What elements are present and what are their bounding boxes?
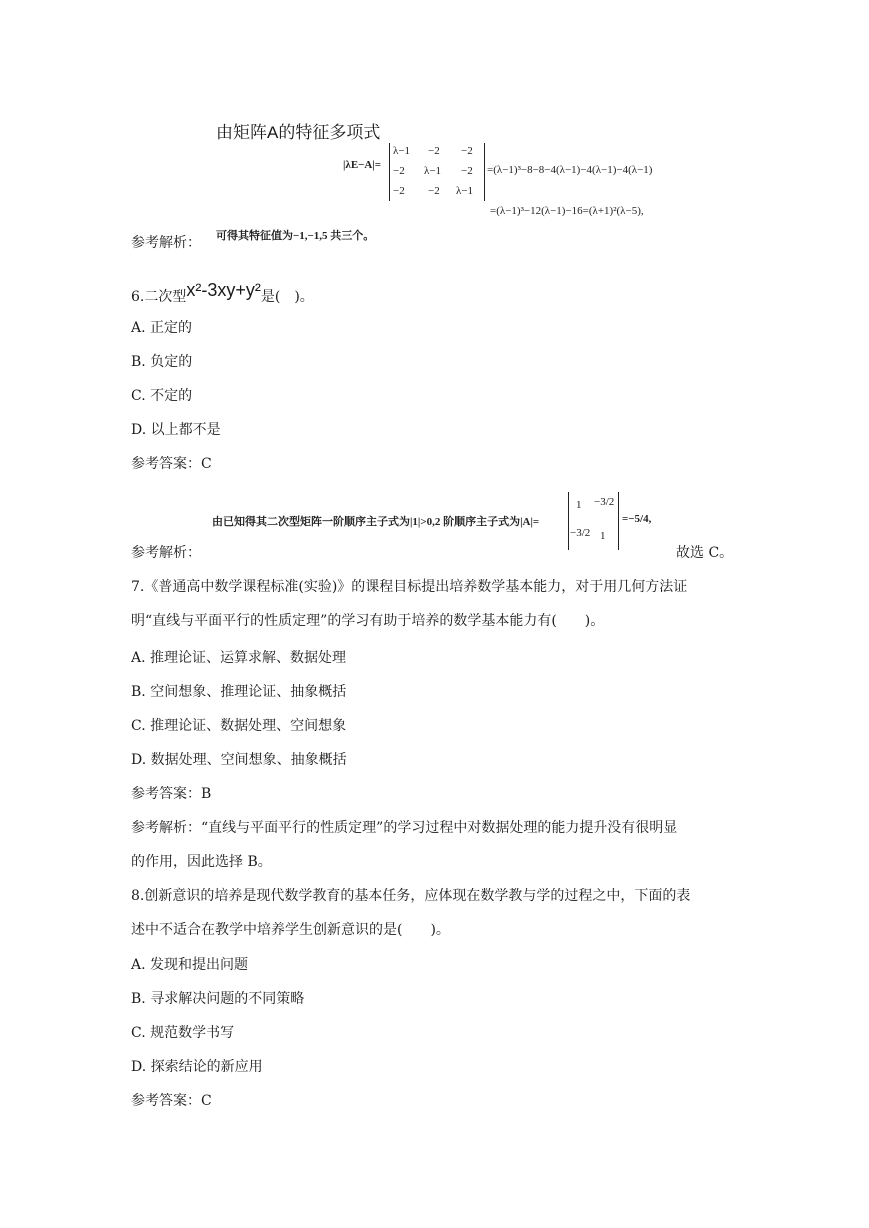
q8-option-d: D. 探索结论的新应用 — [131, 1059, 263, 1075]
solution-caption: 由矩阵A的特征多项式 — [216, 123, 381, 142]
q7-option-a: A. 推理论证、运算求解、数据处理 — [131, 650, 347, 666]
matrix-cell: λ−1 — [393, 145, 411, 157]
q6-formula: x²-3xy+y² — [186, 280, 261, 300]
q6-option-b: B. 负定的 — [131, 354, 193, 370]
det-bar-right — [484, 143, 485, 201]
q6-stem-suffix: 是( )。 — [260, 289, 314, 305]
q6-matrix-bar-right — [618, 492, 619, 550]
q7-option-d: D. 数据处理、空间想象、抽象概括 — [131, 752, 347, 768]
expansion-line-2: =(λ−1)³−12(λ−1)−16=(λ+1)²(λ−5), — [490, 205, 644, 217]
q7-option-c: C. 推理论证、数据处理、空间想象 — [131, 718, 347, 734]
q6-matrix-cell: −3/2 — [570, 527, 591, 539]
matrix-cell: −2 — [428, 145, 440, 157]
q7-stem-line-2: 明“直线与平面平行的性质定理”的学习有助于培养的数学基本能力有( )。 — [131, 613, 605, 629]
q6-option-c: C. 不定的 — [131, 388, 193, 404]
q6-stem — [131, 280, 314, 307]
q7-option-b: B. 空间想象、推理论证、抽象概括 — [131, 684, 347, 700]
q6-option-d: D. 以上都不是 — [131, 422, 221, 438]
q6-matrix-cell: −3/2 — [594, 496, 615, 508]
q8-option-a: A. 发现和提出问题 — [131, 957, 249, 973]
matrix-cell: −2 — [428, 185, 440, 197]
q6-stem-prefix: 6.二次型 — [131, 289, 187, 305]
matrix-cell: −2 — [393, 165, 405, 177]
matrix-cell: λ−1 — [456, 185, 474, 197]
matrix-cell: −2 — [393, 185, 405, 197]
q6-matrix-bar-left — [568, 492, 569, 550]
q8-option-b: B. 寻求解决问题的不同策略 — [131, 991, 305, 1007]
matrix-cell: −2 — [461, 165, 473, 177]
det-label: |λE−A|= — [343, 159, 382, 171]
q6-analysis-text: 由已知得其二次型矩阵一阶顺序主子式为|1|>0,2 阶顺序主子式为|A|= — [212, 516, 540, 528]
matrix-cell: λ−1 — [424, 165, 442, 177]
q6-analysis-tail: 故选 C。 — [676, 545, 734, 561]
q7-analysis-line-1: 参考解析：“直线与平面平行的性质定理”的学习过程中对数据处理的能力提升没有很明显 — [131, 820, 678, 836]
q5-analysis-label: 参考解析： — [131, 235, 201, 251]
q6-matrix-cell: 1 — [600, 530, 606, 542]
q8-stem-line-1: 8.创新意识的培养是现代数学教育的基本任务，应体现在数学教与学的过程之中，下面的表 — [131, 888, 691, 904]
q6-analysis-label: 参考解析： — [131, 545, 201, 561]
matrix-cell: −2 — [461, 145, 473, 157]
det-bar-left — [389, 143, 390, 201]
q8-option-c: C. 规范数学书写 — [131, 1025, 235, 1041]
q6-matrix-cell: 1 — [576, 499, 582, 511]
q8-stem-line-2: 述中不适合在教学中培养学生创新意识的是( )。 — [131, 922, 450, 938]
q6-result: =−5/4, — [622, 513, 652, 525]
q7-answer: 参考答案：B — [131, 786, 212, 802]
eigenvalue-conclusion: 可得其特征值为−1,−1,5 共三个。 — [216, 230, 375, 242]
q6-option-a: A. 正定的 — [131, 320, 193, 336]
q7-stem-line-1: 7.《普通高中数学课程标准(实验)》的课程目标提出培养数学基本能力，对于用几何方法证 — [131, 579, 688, 595]
q7-analysis-line-2: 的作用，因此选择 B。 — [131, 854, 272, 870]
q8-answer: 参考答案：C — [131, 1093, 212, 1109]
expansion-line-1: =(λ−1)³−8−8−4(λ−1)−4(λ−1)−4(λ−1) — [487, 164, 653, 176]
q6-answer: 参考答案：C — [131, 456, 212, 472]
